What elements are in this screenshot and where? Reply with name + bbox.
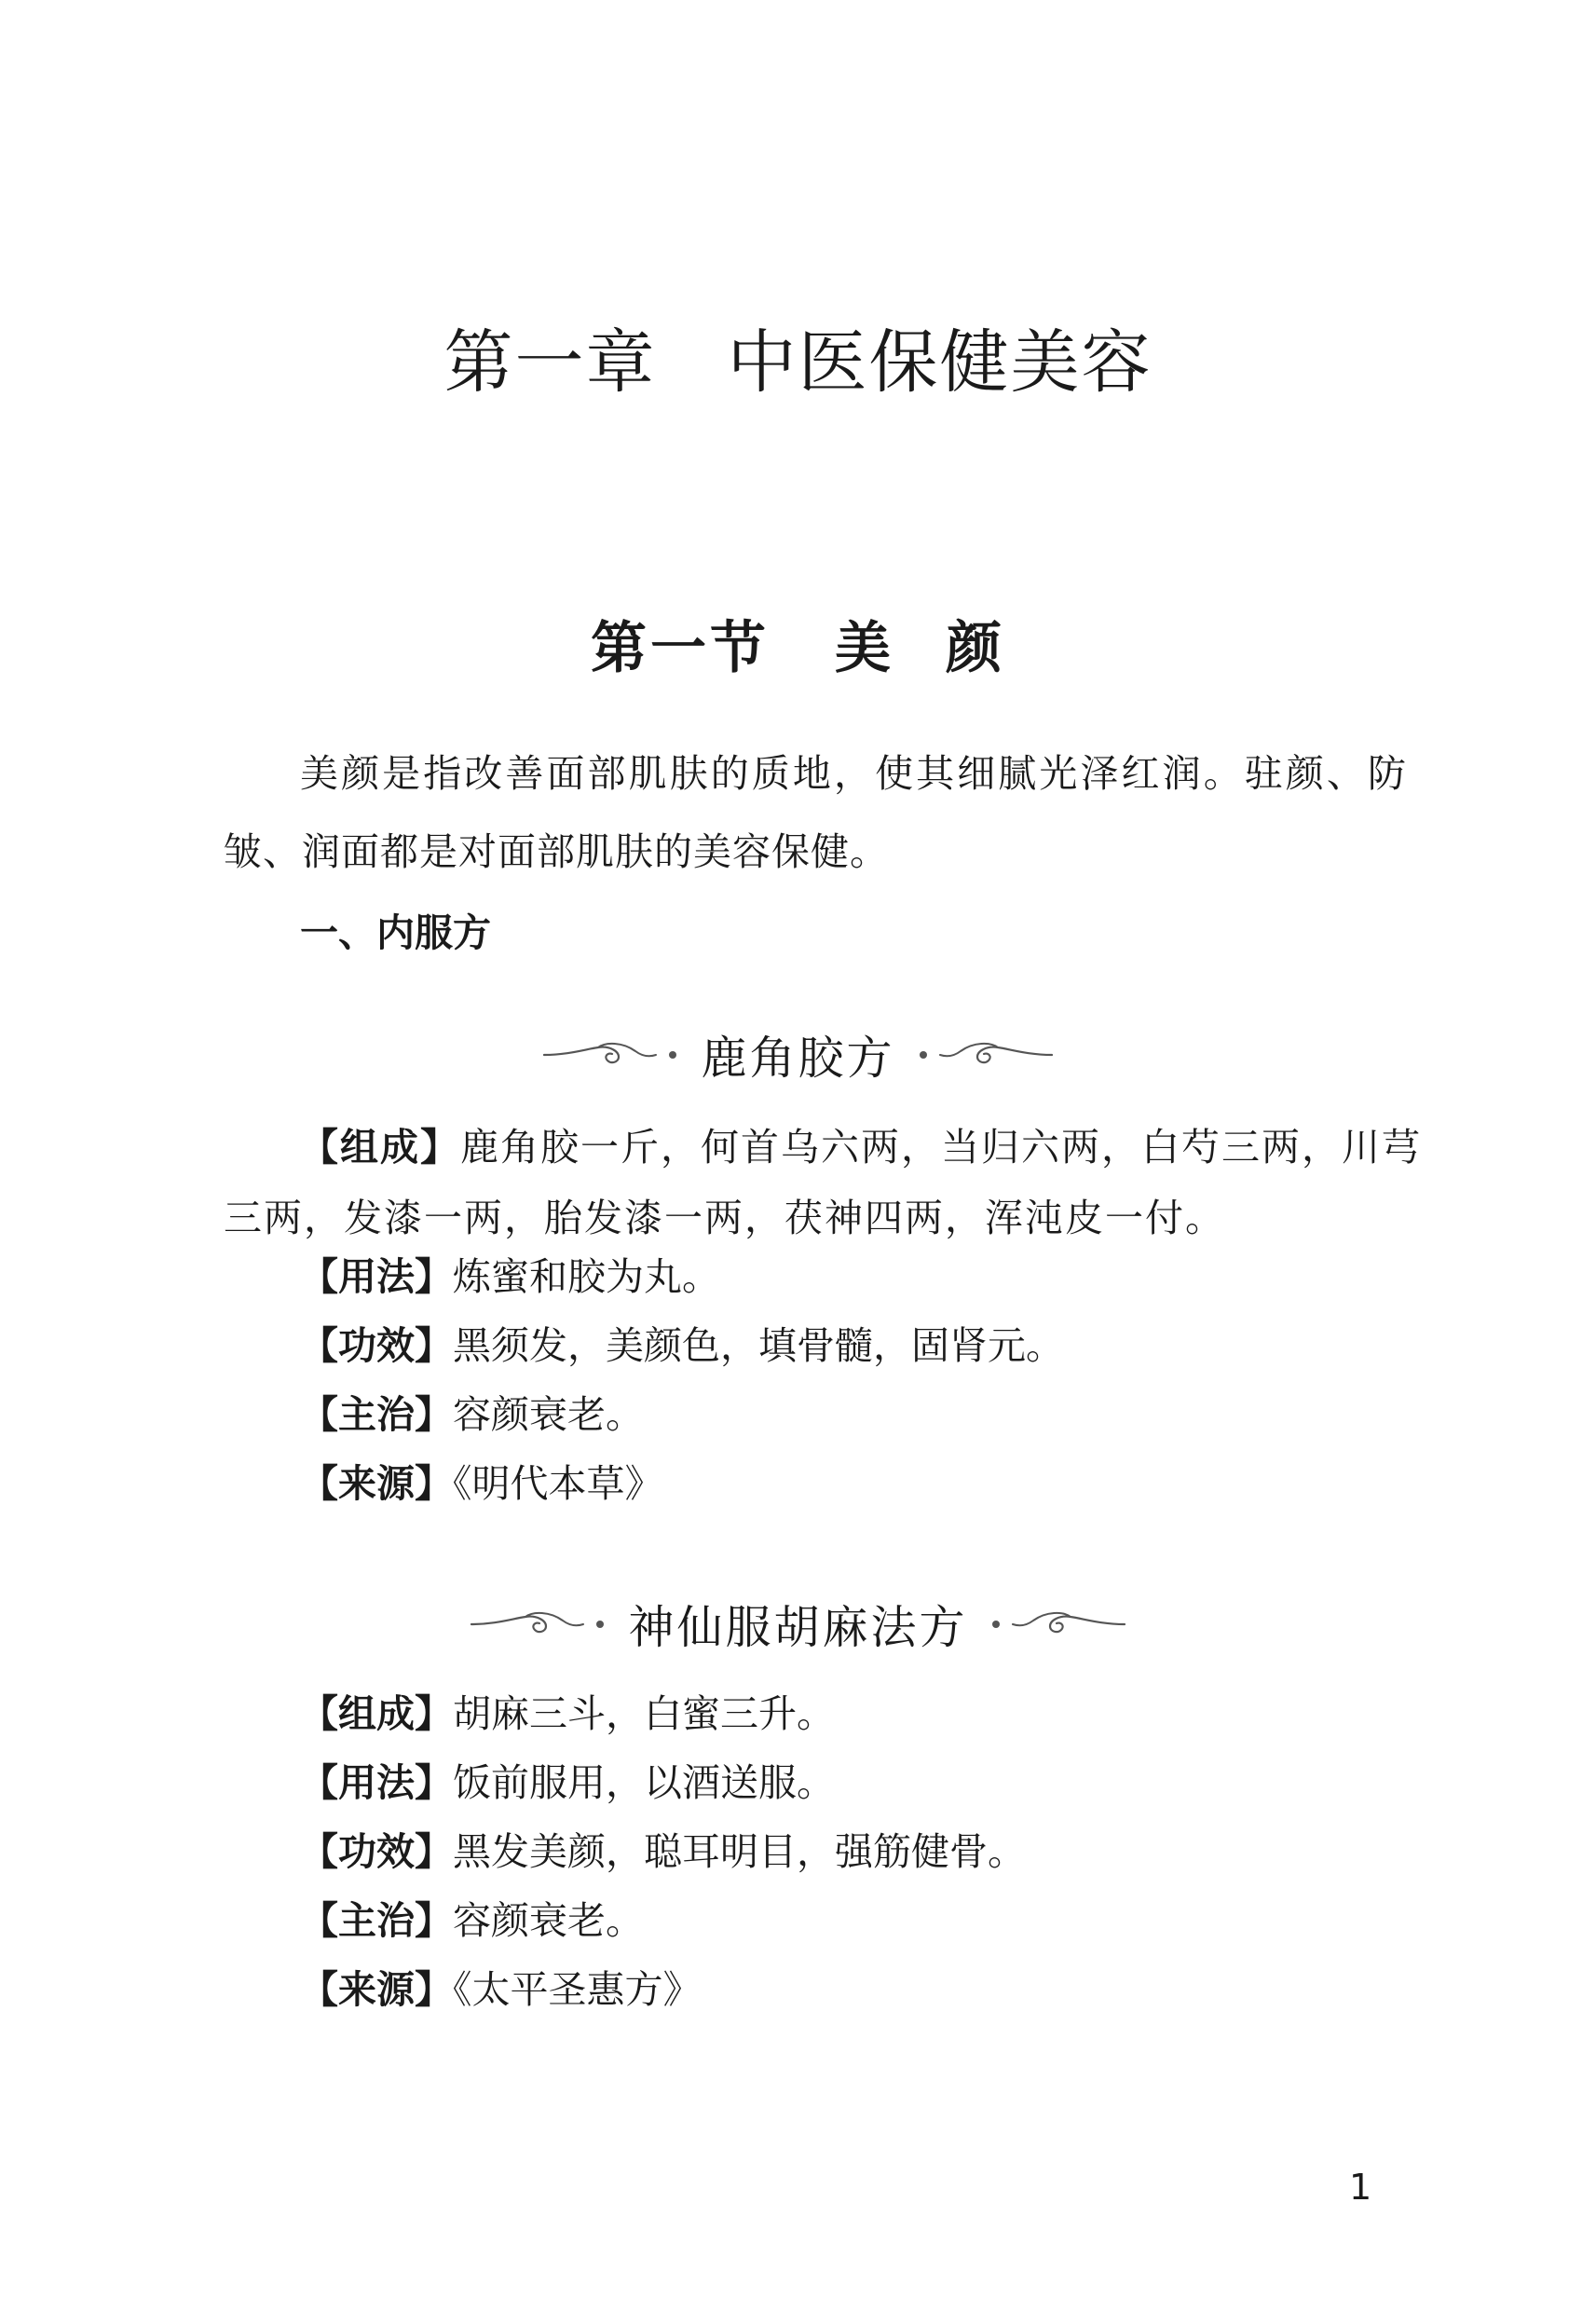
scroll-ornament-left-icon [468, 1606, 607, 1643]
composition-label: 【组成】 [300, 1125, 460, 1170]
intro-paragraph: 美颜是指改善面部肌肤的质地，使其细腻光泽红润。驻颜、防皱、润面都是对面部肌肤的美容保健。 [224, 751, 1407, 874]
scroll-ornament-right-icon [916, 1036, 1056, 1074]
scroll-ornament-left-icon [540, 1036, 680, 1074]
recipe-composition [224, 1112, 1425, 1253]
efficacy-label: 【功效】 [300, 1323, 453, 1368]
indication-label: 【主治】 [300, 1898, 453, 1943]
recipe-heading-1 [0, 1022, 1596, 1088]
recipe-usage [300, 1748, 1418, 1817]
recipe-efficacy [300, 1817, 1418, 1886]
recipe-heading-2 [0, 1592, 1596, 1657]
section-title-char-2: 颜 [946, 616, 1005, 681]
recipe-source [300, 1955, 1418, 2024]
efficacy-text: 黑须发，美颜色，填骨髓，固肾元。 [453, 1323, 1064, 1368]
recipe-details-1 [300, 1242, 1418, 1518]
indication-text: 容颜衰老。 [453, 1392, 644, 1437]
efficacy-text: 黑发美颜，聪耳明目，强筋健骨。 [453, 1829, 1026, 1874]
source-label: 【来源】 [300, 1461, 453, 1506]
recipe-source [300, 1449, 1418, 1518]
usage-text: 炼蜜和胶为丸。 [453, 1254, 720, 1299]
source-label: 【来源】 [300, 1967, 453, 2012]
composition-text: 胡麻三斗，白蜜三升。 [453, 1691, 835, 1736]
recipe-indication [300, 1886, 1418, 1955]
source-text: 《明代本草》 [453, 1461, 663, 1506]
indication-label: 【主治】 [300, 1392, 453, 1437]
recipe-details-2 [300, 1679, 1418, 2024]
subsection-title: 一、内服方 [300, 910, 491, 955]
recipe-name: 神仙服胡麻法方 [628, 1601, 968, 1654]
recipe-indication [300, 1380, 1418, 1449]
recipe-efficacy [300, 1311, 1418, 1380]
usage-label: 【用法】 [300, 1760, 453, 1805]
usage-label: 【用法】 [300, 1254, 453, 1299]
chapter-title: 第一章 中医保健美容 [443, 322, 1153, 403]
section-number: 第一节 [591, 616, 770, 681]
recipe-usage [300, 1242, 1418, 1311]
recipe-composition [300, 1679, 1418, 1748]
section-title-char-1: 美 [835, 616, 894, 681]
efficacy-label: 【功效】 [300, 1829, 453, 1874]
indication-text: 容颜衰老。 [453, 1898, 644, 1943]
composition-text: 鹿角胶一斤，何首乌六两，当归六两，白芍三两，川芎三两，发漆一两，胎发漆一两，茯神四两，浑沌皮一付。 [224, 1125, 1422, 1240]
section-title [0, 604, 1596, 684]
scroll-ornament-right-icon [989, 1606, 1128, 1643]
composition-label: 【组成】 [300, 1691, 453, 1736]
recipe-name: 鹿角胶方 [701, 1032, 895, 1085]
source-text: 《太平圣惠方》 [453, 1967, 702, 2012]
page-number: 1 [1349, 2167, 1372, 2208]
usage-text: 饭前服用，以酒送服。 [453, 1760, 835, 1805]
